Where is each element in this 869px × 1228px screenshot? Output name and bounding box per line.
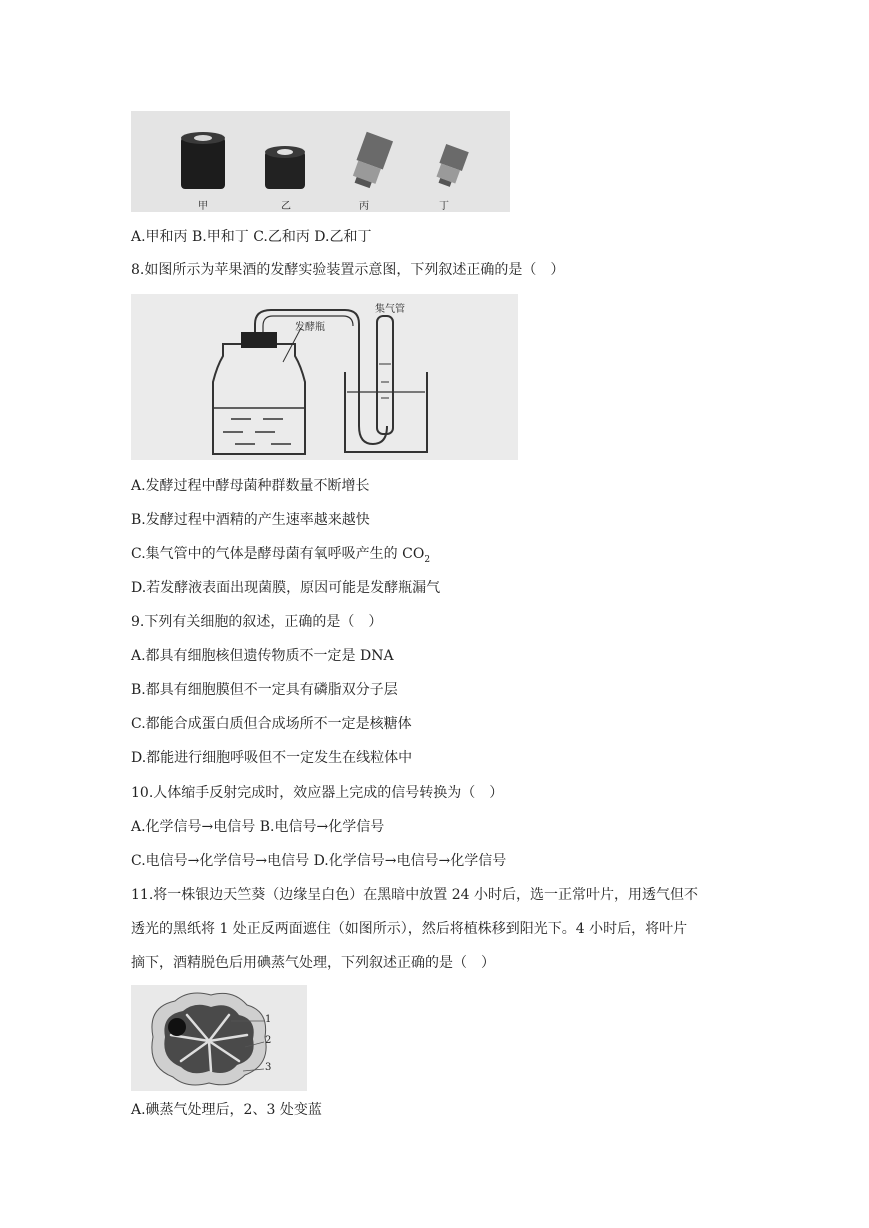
q8-option-c-text: C.集气管中的气体是酵母菌有氧呼吸产生的 CO [131, 546, 425, 562]
q7-options: A.甲和丙 B.甲和丁 C.乙和丙 D.乙和丁 [131, 229, 372, 245]
q11-stem-line1: 11.将一株银边天竺葵（边缘呈白色）在黑暗中放置 24 小时后，选一正常叶片，用透气但不 [131, 887, 698, 903]
q11-stem-line2: 透光的黑纸将 1 处正反两面遮住（如图所示），然后将植株移到阳光下。4 小时后，将叶片 [131, 921, 688, 937]
lens-label-yi: 乙 [281, 201, 291, 212]
q11-option-a: A.碘蒸气处理后，2、3 处变蓝 [131, 1102, 322, 1118]
q8-stem: 8.如图所示为苹果酒的发酵实验装置示意图，下列叙述正确的是（ ） [131, 262, 565, 278]
lens-label-bing: 丙 [359, 201, 369, 212]
bottle-label: 发酵瓶 [295, 322, 325, 333]
leaf-illustration [131, 985, 307, 1091]
tube-label: 集气管 [375, 304, 405, 315]
q9-option-a: A.都具有细胞核但遗传物质不一定是 DNA [131, 648, 394, 664]
leaf-figure [131, 985, 307, 1091]
q8-option-b: B.发酵过程中酒精的产生速率越来越快 [131, 512, 370, 528]
q8-option-c [131, 545, 430, 569]
lens-figure [131, 111, 510, 212]
q9-option-c: C.都能合成蛋白质但合成场所不一定是核糖体 [131, 716, 412, 732]
q11-stem-line3: 摘下，酒精脱色后用碘蒸气处理，下列叙述正确的是（ ） [131, 955, 495, 971]
leaf-label-2: 2 [265, 1035, 272, 1046]
leaf-label-1: 1 [265, 1014, 272, 1025]
q8-option-a: A.发酵过程中酵母菌种群数量不断增长 [131, 478, 370, 494]
q9-stem: 9.下列有关细胞的叙述，正确的是（ ） [131, 614, 383, 630]
q8-option-c-subscript: 2 [424, 554, 431, 565]
q9-option-d: D.都能进行细胞呼吸但不一定发生在线粒体中 [131, 750, 413, 766]
lens-illustration [131, 111, 510, 212]
lens-label-jia: 甲 [198, 201, 208, 212]
q9-option-b: B.都具有细胞膜但不一定具有磷脂双分子层 [131, 682, 398, 698]
leaf-label-3: 3 [265, 1062, 272, 1073]
lens-label-ding: 丁 [439, 201, 449, 212]
q8-option-d: D.若发酵液表面出现菌膜，原因可能是发酵瓶漏气 [131, 580, 441, 596]
fermentation-figure [131, 294, 518, 460]
q10-options-cd: C.电信号→化学信号→电信号 D.化学信号→电信号→化学信号 [131, 853, 507, 869]
q10-options-ab: A.化学信号→电信号 B.电信号→化学信号 [131, 819, 385, 835]
q10-stem: 10.人体缩手反射完成时，效应器上完成的信号转换为（ ） [131, 785, 504, 801]
